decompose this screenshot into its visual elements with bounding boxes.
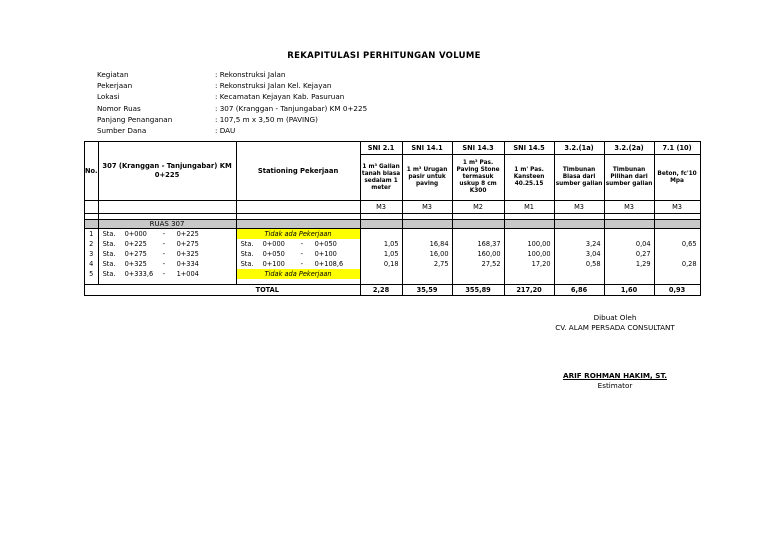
company-name: CV. ALAM PERSADA CONSULTANT <box>555 323 675 332</box>
value-cell: 100,00 <box>504 239 554 249</box>
value-cell: 2,75 <box>402 259 452 269</box>
ruas-station-range: Sta. 0+275 - 0+325 <box>98 249 236 259</box>
value-cell: 16,00 <box>402 249 452 259</box>
value-cell: 27,52 <box>452 259 504 269</box>
value-cell <box>604 269 654 279</box>
info-row-nomor-ruas <box>97 103 367 114</box>
value-cell <box>504 229 554 239</box>
description-cell: 1 m³ Pas. Paving Stone termasuk uskup 8 cm K300 <box>452 155 504 201</box>
col-ruas-header: 307 (Kranggan - Tanjungabar) KM 0+225 <box>98 142 236 201</box>
value-cell: 1,05 <box>360 239 402 249</box>
work-station-range: Sta. 0+050 - 0+100 <box>236 249 360 259</box>
value-cell <box>360 269 402 279</box>
code-cell: SNI 2.1 <box>360 142 402 155</box>
unit-cell: M3 <box>360 201 402 214</box>
description-cell: Beton, fc'10 Mpa <box>654 155 700 201</box>
prepared-by: Dibuat Oleh <box>593 313 637 322</box>
total-cell: 355,89 <box>452 285 504 296</box>
unit-cell: M3 <box>554 201 604 214</box>
description-cell: Timbunan Pilihan dari sumber galian <box>604 155 654 201</box>
value-cell <box>504 269 554 279</box>
info-value: : DAU <box>215 126 236 136</box>
description-cell: Timbunan Biasa dari sumber galian <box>554 155 604 201</box>
value-cell <box>654 249 700 259</box>
code-cell: SNI 14.3 <box>452 142 504 155</box>
total-cell: 1,60 <box>604 285 654 296</box>
total-cell: 217,20 <box>504 285 554 296</box>
row-no: 3 <box>85 249 99 259</box>
no-work-label: Tidak ada Pekerjaan <box>236 229 360 239</box>
code-cell: SNI 14.5 <box>504 142 554 155</box>
value-cell <box>604 229 654 239</box>
code-cell: 3.2.(2a) <box>604 142 654 155</box>
value-cell: 0,04 <box>604 239 654 249</box>
col-stationing-header: Stationing Pekerjaan <box>236 142 360 201</box>
total-label: TOTAL <box>85 285 361 296</box>
total-cell: 0,93 <box>654 285 700 296</box>
value-cell: 1,05 <box>360 249 402 259</box>
code-row <box>85 142 701 155</box>
value-cell <box>452 229 504 239</box>
ruas-station-range: Sta. 0+225 - 0+275 <box>98 239 236 249</box>
project-info <box>97 69 367 136</box>
unit-cell: M1 <box>504 201 554 214</box>
info-row-pekerjaan <box>97 80 367 91</box>
info-label: Sumber Dana <box>97 126 147 136</box>
description-cell: 1 m' Pas. Kansteen 40.25.15 <box>504 155 554 201</box>
code-cell: SNI 14.1 <box>402 142 452 155</box>
value-cell: 16,84 <box>402 239 452 249</box>
info-label: Kegiatan <box>97 70 129 79</box>
value-cell: 3,04 <box>554 249 604 259</box>
unit-row <box>85 201 701 214</box>
row-no: 2 <box>85 239 99 249</box>
value-cell: 100,00 <box>504 249 554 259</box>
total-cell: 35,59 <box>402 285 452 296</box>
unit-cell: M3 <box>402 201 452 214</box>
value-cell <box>402 269 452 279</box>
signatory-role: Estimator <box>597 381 633 390</box>
info-row-kegiatan <box>97 69 367 80</box>
col-no-header: No. <box>85 142 99 201</box>
value-cell <box>654 269 700 279</box>
info-label: Nomor Ruas <box>97 103 141 113</box>
value-cell: 1,29 <box>604 259 654 269</box>
value-cell: 17,20 <box>504 259 554 269</box>
value-cell: 0,28 <box>654 259 700 269</box>
total-row <box>85 285 701 296</box>
value-cell: 168,37 <box>452 239 504 249</box>
ruas-label-row <box>85 220 701 229</box>
unit-cell: M2 <box>452 201 504 214</box>
page-title: REKAPITULASI PERHITUNGAN VOLUME <box>287 51 481 61</box>
info-value: : Rekonstruksi Jalan <box>215 70 286 79</box>
info-label: Lokasi <box>97 92 120 102</box>
info-value: : Kecamatan Kejayan Kab. Pasuruan <box>215 92 345 102</box>
table-row <box>85 229 701 239</box>
code-cell: 3.2.(1a) <box>554 142 604 155</box>
description-cell: 1 m³ Galian tanah biasa sedalam 1 meter <box>360 155 402 201</box>
value-cell <box>452 269 504 279</box>
info-label: Pekerjaan <box>97 81 133 91</box>
value-cell <box>554 229 604 239</box>
value-cell <box>360 229 402 239</box>
ruas-station-range: Sta. 0+333,6 - 1+004 <box>98 269 236 279</box>
work-station-range: Sta. 0+000 - 0+050 <box>236 239 360 249</box>
value-cell: 0,27 <box>604 249 654 259</box>
row-no: 1 <box>85 229 99 239</box>
info-value: : Rekonstruksi Jalan Kel. Kejayan <box>215 81 332 91</box>
value-cell <box>654 229 700 239</box>
info-row-lokasi <box>97 91 367 102</box>
ruas-station-range: Sta. 0+000 - 0+225 <box>98 229 236 239</box>
value-cell: 0,18 <box>360 259 402 269</box>
value-cell: 3,24 <box>554 239 604 249</box>
table-row <box>85 269 701 279</box>
row-no: 5 <box>85 269 99 279</box>
table-row <box>85 259 701 269</box>
unit-cell: M3 <box>654 201 700 214</box>
value-cell <box>402 229 452 239</box>
total-cell: 2,28 <box>360 285 402 296</box>
info-label: Panjang Penanganan <box>97 114 173 124</box>
work-station-range: Sta. 0+100 - 0+108,6 <box>236 259 360 269</box>
info-value: : 107,5 m x 3,50 m (PAVING) <box>215 114 318 124</box>
signatory-name: ARIF ROHMAN HAKIM, ST. <box>563 371 667 380</box>
info-row-panjang <box>97 114 367 125</box>
value-cell: 0,58 <box>554 259 604 269</box>
no-work-label: Tidak ada Pekerjaan <box>236 269 360 279</box>
row-no: 4 <box>85 259 99 269</box>
volume-table <box>84 141 701 296</box>
unit-cell: M3 <box>604 201 654 214</box>
table-row <box>85 239 701 249</box>
table-row <box>85 249 701 259</box>
ruas-station-range: Sta. 0+325 - 0+334 <box>98 259 236 269</box>
info-value: : 307 (Kranggan - Tanjungabar) KM 0+225 <box>215 103 368 113</box>
value-cell: 0,65 <box>654 239 700 249</box>
value-cell: 160,00 <box>452 249 504 259</box>
value-cell <box>554 269 604 279</box>
ruas-label: RUAS 307 <box>98 220 236 229</box>
info-row-sumber-dana <box>97 125 367 136</box>
total-cell: 6,86 <box>554 285 604 296</box>
code-cell: 7.1 (10) <box>654 142 700 155</box>
description-cell: 1 m³ Urugan pasir untuk paving <box>402 155 452 201</box>
